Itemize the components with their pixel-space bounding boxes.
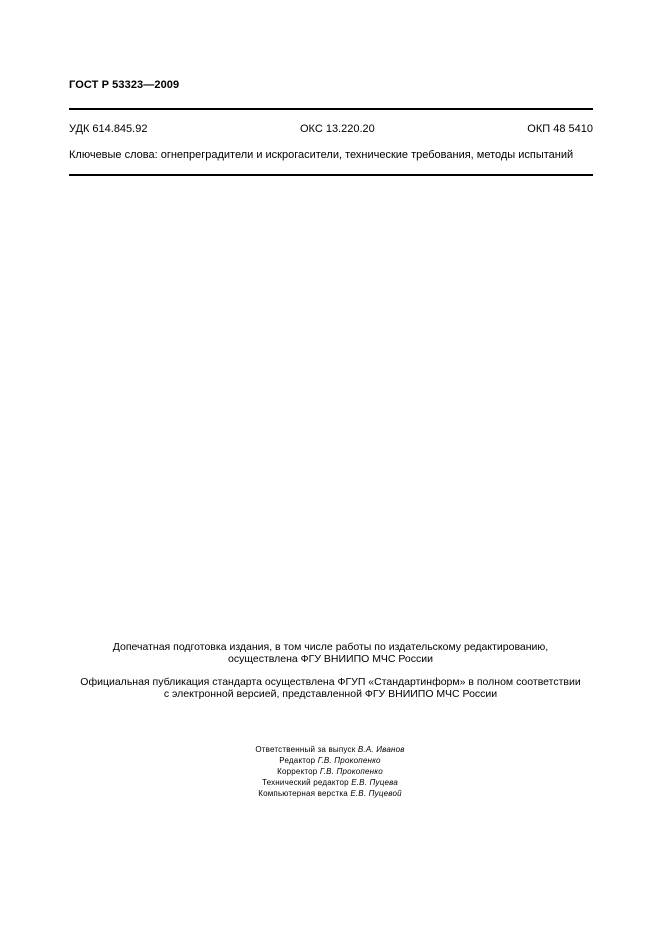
publication-note — [40, 676, 621, 700]
top-divider — [69, 108, 593, 110]
staff-role: Технический редактор — [261, 778, 349, 787]
keywords-line: Ключевые слова: огнепреградители и искрогасители, технические требования, методы испытаний — [69, 149, 574, 161]
staff-person: Г.В. Прокопенко — [317, 756, 381, 765]
staff-person: Е.В. Пуцева — [351, 778, 399, 787]
staff-person: В.А. Иванов — [357, 745, 405, 754]
prepress-note-line: осуществлена ФГУ ВНИИПО МЧС России — [228, 653, 433, 665]
bottom-divider — [69, 174, 593, 176]
prepress-note — [40, 641, 621, 665]
staff-person: Е.В. Пуцевой — [350, 789, 402, 798]
staff-role: Компьютерная верстка — [258, 789, 348, 798]
staff-line — [130, 744, 530, 755]
publication-note-line: Официальная публикация стандарта осуществлена ФГУП «Стандартинформ» в полном соответствии — [80, 676, 581, 688]
staff-line — [130, 766, 530, 777]
staff-line — [130, 788, 530, 799]
staff-role: Редактор — [279, 756, 316, 765]
classification-row — [69, 123, 593, 135]
staff-role: Корректор — [277, 767, 318, 776]
publication-note-line: с электронной версией, представленной ФГУ ВНИИПО МЧС России — [163, 688, 498, 700]
udk-code: УДК 614.845.92 — [69, 123, 148, 135]
oks-code: ОКС 13.220.20 — [299, 123, 375, 135]
okp-code: ОКП 48 5410 — [527, 123, 593, 135]
staff-credits — [130, 744, 530, 799]
staff-line — [130, 777, 530, 788]
prepress-note-line: Допечатная подготовка издания, в том числе работы по издательскому редактированию, — [112, 641, 549, 653]
staff-person: Г.В. Прокопенко — [319, 767, 383, 776]
staff-line — [130, 755, 530, 766]
staff-role: Ответственный за выпуск — [255, 745, 356, 754]
document-code: ГОСТ Р 53323—2009 — [69, 79, 180, 91]
